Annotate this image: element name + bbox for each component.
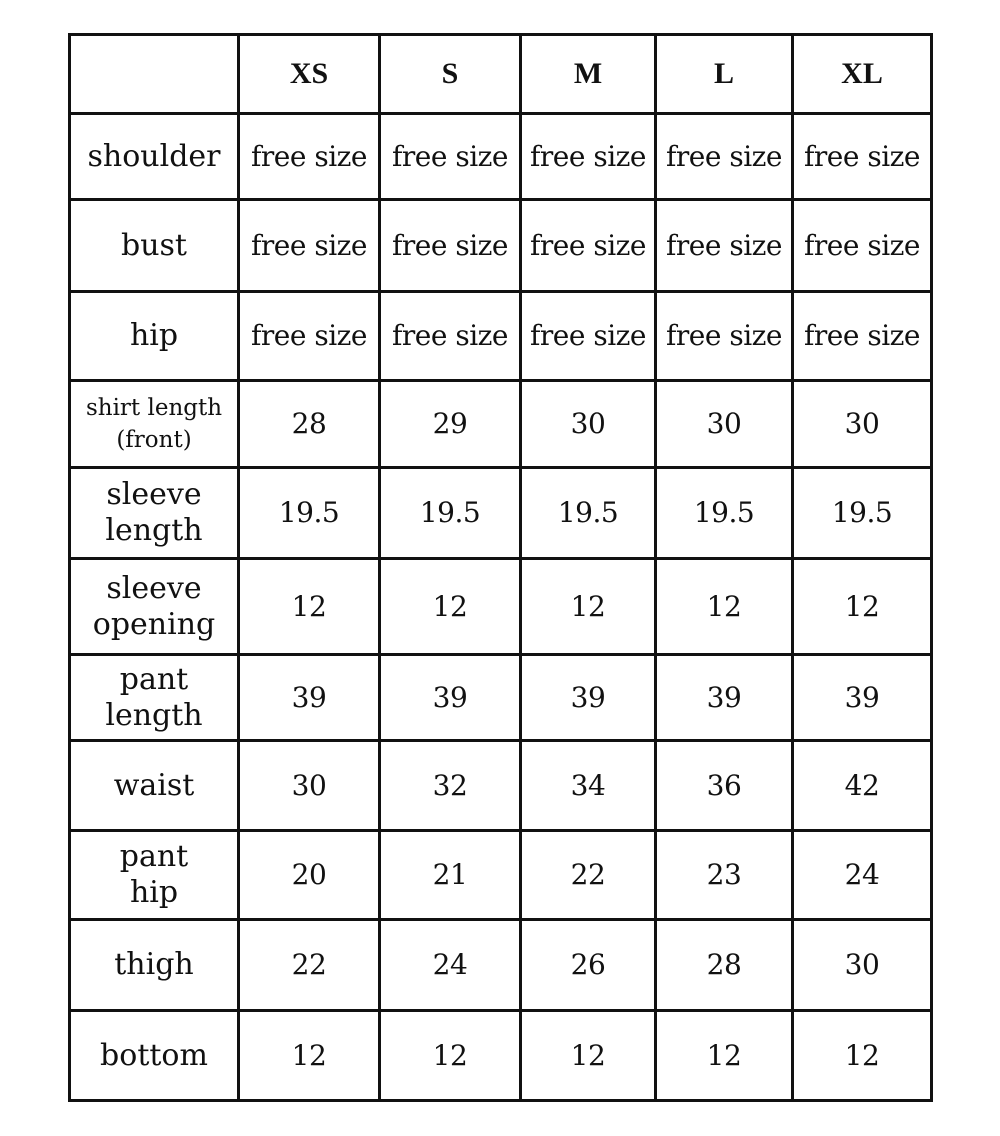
- table-cell: 12: [793, 1011, 932, 1101]
- table-cell: 36: [656, 741, 793, 831]
- table-cell: 12: [380, 1011, 521, 1101]
- table-cell: 30: [793, 920, 932, 1011]
- table-cell: 39: [380, 655, 521, 741]
- table-cell: free size: [380, 200, 521, 292]
- table-cell: free size: [380, 114, 521, 200]
- size-chart-table: [68, 33, 933, 1102]
- table-cell: 12: [656, 1011, 793, 1101]
- table-cell: 30: [793, 381, 932, 468]
- table-cell: 39: [239, 655, 380, 741]
- table-cell: 12: [793, 559, 932, 655]
- table-cell: 29: [380, 381, 521, 468]
- table-cell: 22: [239, 920, 380, 1011]
- table-cell: free size: [656, 200, 793, 292]
- table-row: [70, 920, 932, 1011]
- table-cell: free size: [521, 292, 656, 381]
- table-cell: 12: [521, 1011, 656, 1101]
- table-cell: 19.5: [239, 468, 380, 559]
- table-cell: 42: [793, 741, 932, 831]
- table-cell: 19.5: [793, 468, 932, 559]
- table-cell: 12: [380, 559, 521, 655]
- table-cell: 24: [793, 831, 932, 920]
- table-row: [70, 381, 932, 468]
- table-cell: 23: [656, 831, 793, 920]
- table-cell: 32: [380, 741, 521, 831]
- table-cell: free size: [793, 292, 932, 381]
- row-label-shirt-length-front: shirt length (front): [70, 381, 239, 468]
- row-label-thigh: thigh: [70, 920, 239, 1011]
- table-row: [70, 1011, 932, 1101]
- table-cell: 28: [656, 920, 793, 1011]
- row-label-hip: hip: [70, 292, 239, 381]
- table-row: [70, 292, 932, 381]
- table-row: [70, 468, 932, 559]
- table-cell: 19.5: [521, 468, 656, 559]
- table-row: [70, 559, 932, 655]
- table-cell: 12: [656, 559, 793, 655]
- table-cell: 30: [521, 381, 656, 468]
- table-cell: free size: [239, 114, 380, 200]
- header-corner-cell: [70, 35, 239, 114]
- table-cell: free size: [380, 292, 521, 381]
- row-label-bust: bust: [70, 200, 239, 292]
- table-cell: free size: [521, 114, 656, 200]
- row-label-pant-hip: pant hip: [70, 831, 239, 920]
- table-cell: 19.5: [380, 468, 521, 559]
- table-cell: 34: [521, 741, 656, 831]
- table-cell: free size: [656, 292, 793, 381]
- table-cell: 30: [239, 741, 380, 831]
- table-cell: 30: [656, 381, 793, 468]
- table-cell: free size: [521, 200, 656, 292]
- table-cell: free size: [239, 200, 380, 292]
- size-header-s: S: [380, 35, 521, 114]
- size-header-m: M: [521, 35, 656, 114]
- table-cell: 24: [380, 920, 521, 1011]
- table-cell: 26: [521, 920, 656, 1011]
- row-label-pant-length: pant length: [70, 655, 239, 741]
- table-cell: 28: [239, 381, 380, 468]
- table-cell: 21: [380, 831, 521, 920]
- table-cell: 39: [521, 655, 656, 741]
- row-label-waist: waist: [70, 741, 239, 831]
- table-cell: 12: [521, 559, 656, 655]
- header-row: [70, 35, 932, 114]
- table-cell: free size: [239, 292, 380, 381]
- table-row: [70, 200, 932, 292]
- table-row: [70, 114, 932, 200]
- row-label-bottom: bottom: [70, 1011, 239, 1101]
- table-cell: 22: [521, 831, 656, 920]
- row-label-sleeve-opening: sleeve opening: [70, 559, 239, 655]
- size-header-xl: XL: [793, 35, 932, 114]
- size-header-xs: XS: [239, 35, 380, 114]
- table-cell: 19.5: [656, 468, 793, 559]
- row-label-shoulder: shoulder: [70, 114, 239, 200]
- table-cell: free size: [793, 200, 932, 292]
- row-label-sleeve-length: sleeve length: [70, 468, 239, 559]
- table-row: [70, 741, 932, 831]
- table-cell: 39: [793, 655, 932, 741]
- table-cell: 12: [239, 559, 380, 655]
- table-row: [70, 831, 932, 920]
- size-header-l: L: [656, 35, 793, 114]
- table-cell: free size: [656, 114, 793, 200]
- table-cell: 39: [656, 655, 793, 741]
- table-cell: free size: [793, 114, 932, 200]
- table-cell: 20: [239, 831, 380, 920]
- table-row: [70, 655, 932, 741]
- table-cell: 12: [239, 1011, 380, 1101]
